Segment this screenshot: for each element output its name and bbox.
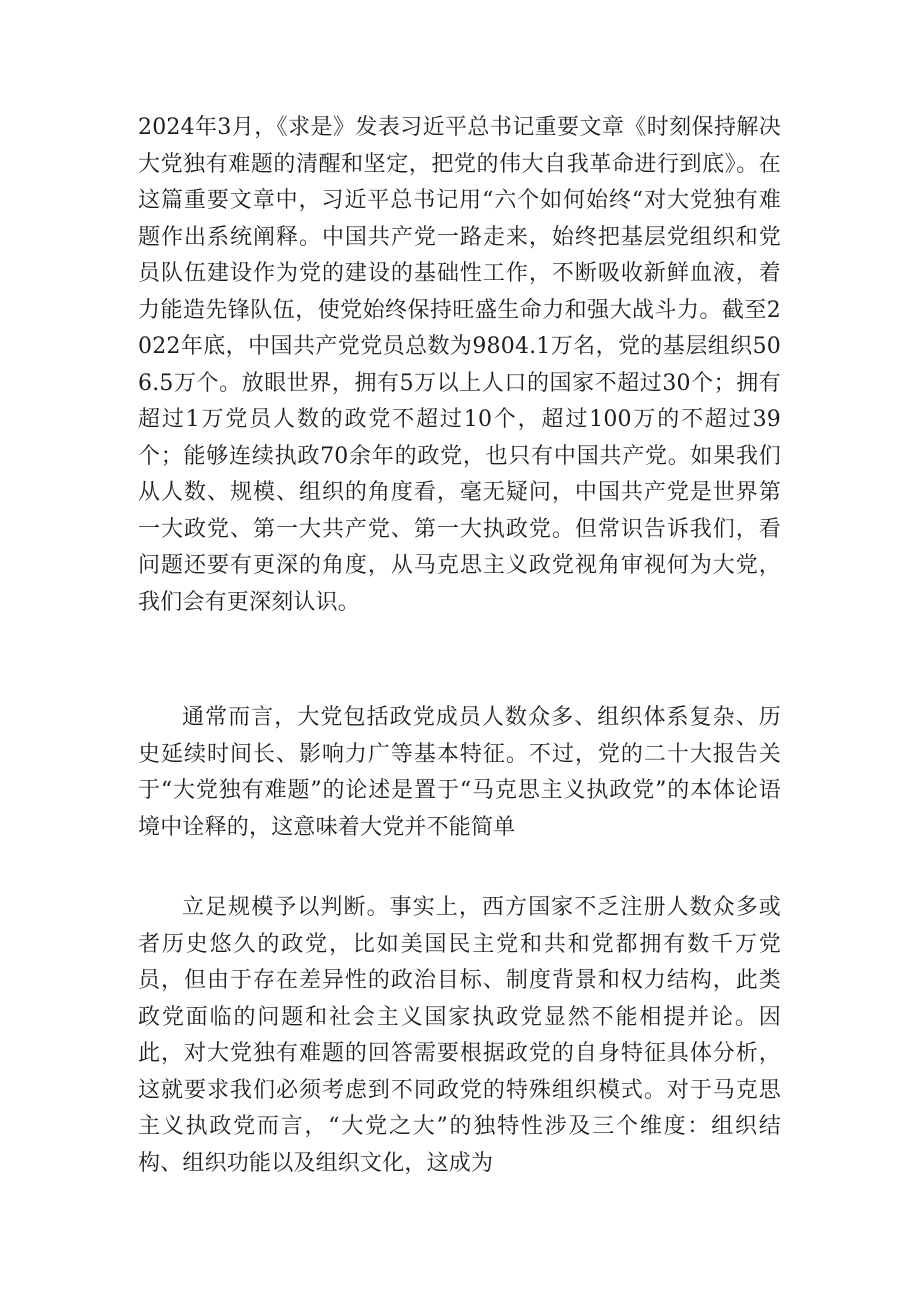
paragraph-1: 2024年3月，《求是》发表习近平总书记重要文章《时刻保持解决大党独有难题的清醒和坚定，把党的伟大自我革命进行到底》。在这篇重要文章中，习近平总书记用“六个如何始终“对大党独有难题作出系统阐释。中国共产党一路走来，始终把基层党组织和党员队伍建设作为党的建设的基础性工作，不断吸收新鲜血液，着力能造先锋队伍，使党始终保持旺盛生命力和强大战斗力。截至2022年底，中国共产党党员总数为9804.1万名，党的基层组织506.5万个。放眼世界，拥有5万以上人口的国家不超过30个；拥有超过1万党员人数的政党不超过10个，超过100万的不超过39个；能够连续执政70余年的政党，也只有中国共产党。如果我们从人数、规模、组织的角度看，毫无疑问，中国共产党是世界第一大政党、第一大共产党、第一大执政党。但常识告诉我们，看问题还要有更深的角度，从马克思主义政党视角审视何为大党，我们会有更深刻认识。 (138, 115, 781, 615)
paragraph-3: 立足规模予以判断。事实上，西方国家不乏注册人数众多或者历史悠久的政党，比如美国民主党和共和党都拥有数千万党员，但由于存在差异性的政治目标、制度背景和权力结构，此类政党面临的问题和社会主义国家执政党显然不能相提并论。因此，对大党独有难题的回答需要根据政党的自身特征具体分析，这就要求我们必须考虑到不同政党的特殊组织模式。对于马克思主义执政党而言，“大党之大”的独特性涉及三个维度：组织结构、组织功能以及组织文化，这成为 (138, 895, 781, 1176)
paragraph-2: 通常而言，大党包括政党成员人数众多、组织体系复杂、历史延续时间长、影响力广等基本特征。不过，党的二十大报告关于“大党独有难题”的论述是置于“马克思主义执政党”的本体论语境中诠释的，这意味着大党并不能简单 (138, 705, 781, 840)
